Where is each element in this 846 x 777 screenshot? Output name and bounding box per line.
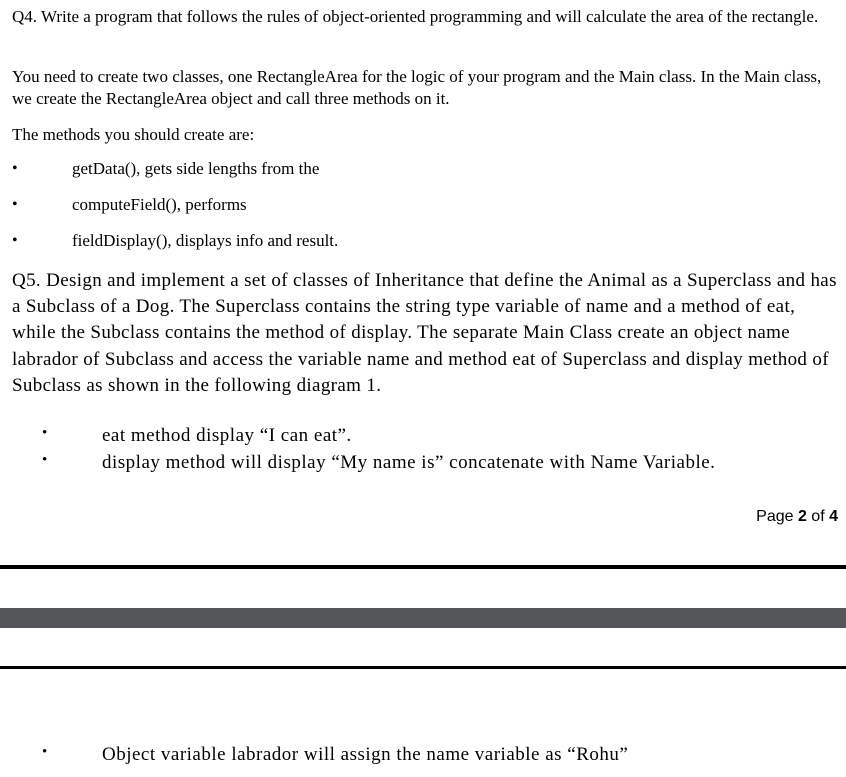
q5-bullet-eat: eat method display “I can eat”. (102, 425, 352, 446)
page-total: 4 (829, 508, 838, 525)
page-prefix: Page (756, 508, 798, 525)
list-item (0, 194, 846, 230)
bullet-icon: • (42, 425, 48, 441)
list-item (0, 744, 846, 772)
page-mid: of (806, 508, 830, 525)
page-divider-bottom (0, 666, 846, 669)
list-item (0, 425, 846, 452)
q4-intro: You need to create two classes, one RectangleArea for the logic of your program and the Main class. In the Main class, we create the RectangleArea object and call three methods on it. (12, 67, 822, 108)
page-gap-bar (0, 608, 846, 628)
bullet-icon: • (42, 744, 48, 760)
q4-methods-list (0, 158, 846, 266)
page-current: 2 (797, 508, 807, 525)
method-compute-field: computeField(), performs (72, 195, 247, 214)
bullet-icon: • (12, 196, 18, 213)
list-item (0, 452, 846, 479)
page-divider-top (0, 565, 846, 569)
bullet-icon: • (12, 232, 18, 249)
list-item (0, 158, 846, 194)
q4-methods-heading: The methods you should create are: (12, 125, 255, 144)
q4-title: Q4. Write a program that follows the rules of object-oriented programming and will calculate the area of the rectangle. (12, 7, 819, 26)
method-get-data: getData(), gets side lengths from the (72, 159, 320, 178)
q5-body: Q5. Design and implement a set of classes of Inheritance that define the Animal as a Superclass and has a Subclass of a Dog. The Superclass contains the string type variable of name and a method of eat, while the Subclass contains the method of display. The separate Main Class create an object name labrador of Subclass and access the variable name and method eat of Superclass and display method of Subclass as shown in the following diagram 1. (12, 270, 837, 396)
q5-bullet-rohu: Object variable labrador will assign the name variable as “Rohu” (102, 744, 629, 765)
page-number (756, 508, 838, 526)
method-field-display: fieldDisplay(), displays info and result. (72, 231, 339, 250)
bullet-icon: • (12, 160, 18, 177)
list-item (0, 230, 846, 266)
q5-bullet-display: display method will display “My name is” concatenate with Name Variable. (102, 452, 716, 473)
bullet-icon: • (42, 452, 48, 468)
q5-bullets (0, 425, 846, 479)
